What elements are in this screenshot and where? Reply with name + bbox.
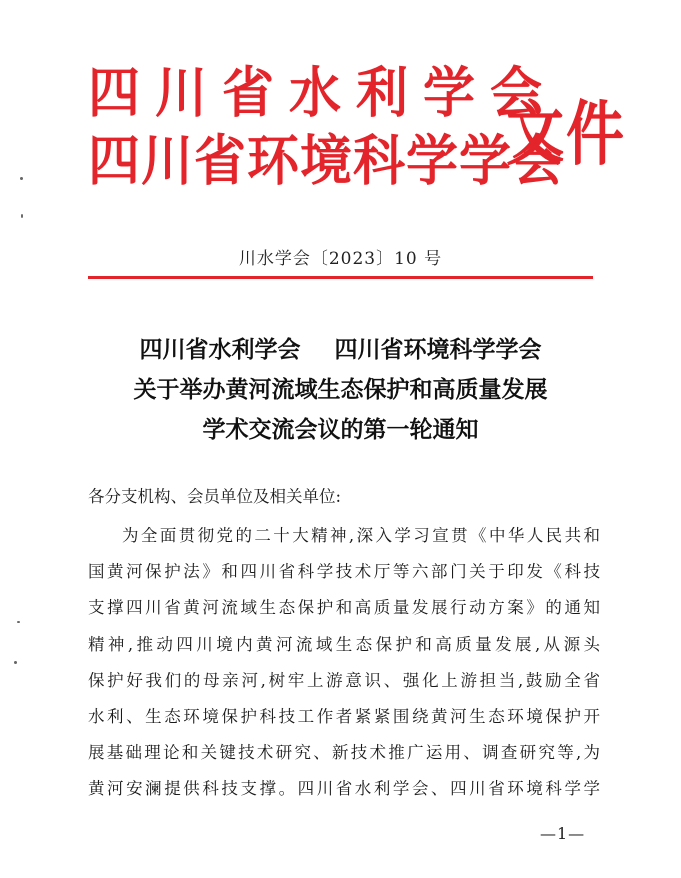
document-number: 川水学会〔2023〕10 号	[238, 249, 443, 269]
scan-speck	[14, 661, 17, 664]
paragraph-line: 支撑四川省黄河流域生态保护和高质量发展行动方案》的通知	[88, 598, 600, 618]
paragraph-line: 为全面贯彻党的二十大精神,深入学习宣贯《中华人民共和	[122, 526, 600, 545]
paragraph-line: 展基础理论和关键技术研究、新技术推广运用、调查研究等,为	[88, 743, 600, 763]
scan-speck	[20, 177, 23, 180]
letterhead	[88, 62, 627, 202]
title-line-1	[0, 330, 681, 370]
letterhead-document-suffix: 文件	[506, 93, 627, 175]
red-divider-line	[88, 276, 593, 279]
salutation: 各分支机构、会员单位及相关单位:	[88, 487, 342, 506]
letterhead-org-1: 四川省水利学会	[88, 62, 558, 125]
title-org-1: 四川省水利学会	[139, 336, 301, 363]
paragraph-line: 黄河安澜提供科技支撑。四川省水利学会、四川省环境科学学	[88, 779, 600, 799]
document-body	[88, 476, 600, 808]
paragraph-line: 精神,推动四川境内黄河流域生态保护和高质量发展,从源头	[88, 634, 600, 654]
page-number: —1—	[540, 824, 586, 843]
title-line-3: 学术交流会议的第一轮通知	[202, 416, 479, 443]
paragraph-line: 国黄河保护法》和四川省科学技术厅等六部门关于印发《科技	[88, 562, 600, 582]
title-org-2: 四川省环境科学学会	[334, 336, 542, 363]
scan-speck	[17, 621, 20, 623]
paragraph-line: 保护好我们的母亲河,树牢上游意识、强化上游担当,鼓励全省	[88, 670, 600, 690]
letterhead-org-2: 四川省环境科学学会	[88, 130, 566, 193]
body-paragraph	[88, 518, 600, 808]
paragraph-line: 水利、生态环境保护科技工作者紧紧围绕黄河生态环境保护开	[88, 707, 600, 727]
scan-speck	[21, 214, 23, 218]
document-title	[0, 330, 681, 450]
title-line-2: 关于举办黄河流域生态保护和高质量发展	[133, 376, 548, 403]
